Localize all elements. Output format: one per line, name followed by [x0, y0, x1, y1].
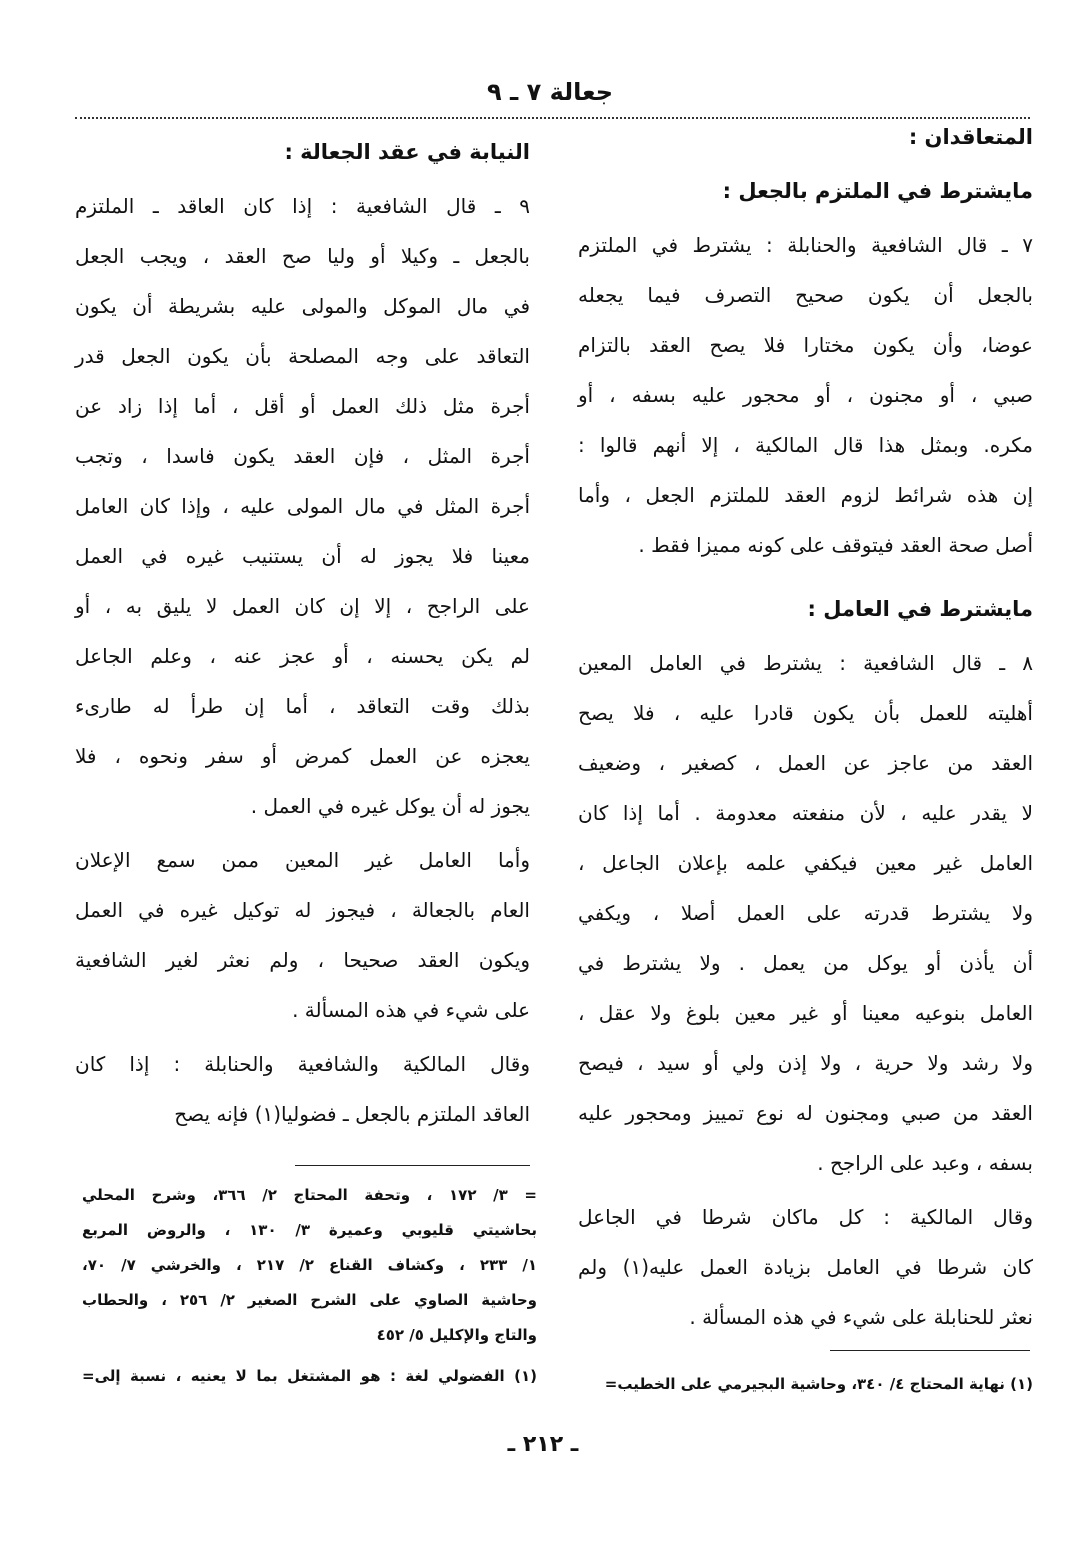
text-line: ٧ ـ قال الشافعية والحنابلة : يشترط في الملتزم [578, 233, 1033, 257]
section-heading [578, 584, 1033, 634]
text-line: أجرة المثل في مال المولى عليه ، وإذا كان العامل [75, 494, 530, 518]
text-line: ولا يشترط قدرته على العمل أصلا ، ويكفي [578, 901, 1033, 925]
text-line: كان شرطا في العامل بزيادة العمل عليه(١) ولم [578, 1255, 1033, 1279]
text-line: في مال الموكل والمولى عليه بشريطة أن يكون [75, 294, 530, 318]
text-line: أصل صحة العقد فيتوقف على كونه مميزا فقط . [638, 533, 1033, 557]
page-number: ـ ٢١٢ ـ [507, 1432, 579, 1457]
text-line: العاقد الملتزم بالجعل ـ فضوليا(١) فإنه يصح [174, 1102, 530, 1126]
text-line: مكره. وبمثل هذا قال المالكية ، إلا أنهم قالوا : [578, 433, 1033, 457]
footnotes-left [82, 1178, 537, 1394]
left-column [75, 127, 530, 1139]
text-line: وأما العامل غير المعين ممن سمع الإعلان [75, 848, 530, 872]
footnotes-right [588, 1367, 1033, 1402]
text-line: ٨ ـ قال الشافعية : يشترط في العامل المعين [578, 651, 1033, 675]
text-line: ويكون العقد صحيحا ، ولم نعثر لغير الشافعية [75, 948, 530, 972]
section-heading-text: المتعاقدان : [908, 125, 1033, 149]
text-line: نعثر للحنابلة على شيء في هذه المسألة . [689, 1305, 1033, 1329]
text-line: أجرة مثل ذلك العمل أو أقل ، أما إذا زاد عن [75, 394, 530, 418]
text-line: لا يقدر عليه ، لأن منفعته معدومة . أما إذا كان [578, 801, 1033, 825]
text-line: العقد من عاجز عن العمل ، كصغير ، وضعيف [578, 751, 1033, 775]
section-heading-text: النيابة في عقد الجعالة : [284, 140, 530, 164]
section-heading [578, 166, 1033, 216]
text-line: على شيء في هذه المسألة . [292, 998, 530, 1022]
text-line: على الراجح ، إلا إن كان العمل لا يليق به ، أو [75, 594, 530, 618]
footnote-rule-left [295, 1165, 530, 1166]
paragraph [578, 220, 1033, 570]
footnote-line: ١/ ٢٣٣ ، وكشاف القناع ٢/ ٢١٧ ، والخرشي ٧/ ٧٠، [82, 1256, 538, 1274]
text-line: ولا رشد ولا حرية ، ولا إذن ولي أو سيد ، فيصح [578, 1051, 1033, 1075]
text-line: يعجزه عن العمل كمرض أو سفر ونحوه ، فلا [75, 744, 530, 768]
footnote-line: والتاج والإكليل ٥/ ٤٥٢ [376, 1326, 537, 1344]
footnote-rule-right [830, 1350, 1030, 1351]
section-heading-text: مايشترط في العامل : [807, 597, 1033, 621]
text-line: ٩ ـ قال الشافعية : إذا كان العاقد ـ الملتزم [75, 194, 530, 218]
text-line: وقال المالكية : كل ماكان شرطا في الجاعل [578, 1205, 1033, 1229]
footnote-line: = ٣/ ١٧٢ ، وتحفة المحتاج ٢/ ٣٦٦، وشرح المحلي [82, 1186, 537, 1204]
paragraph [578, 638, 1033, 1188]
text-line: العقد من صبي ومجنون له نوع تمييز ومحجور عليه [578, 1101, 1033, 1125]
footnote-line: بحاشيتي قليوبي وعميرة ٣/ ١٣٠ ، والروض المربع [82, 1221, 538, 1239]
section-heading [75, 127, 530, 177]
text-line: إن هذه شرائط لزوم العقد للملتزم الجعل ، وأما [578, 483, 1033, 507]
text-line: العام بالجعالة ، فيجوز له توكيل غيره في العمل [75, 898, 530, 922]
text-line: بالجعل ـ وكيلا أو وليا صح العقد ، ويجب الجعل [75, 244, 530, 268]
paragraph [75, 835, 530, 1035]
footnote-line: (١) نهاية المحتاج ٤/ ٣٤٠، وحاشية البجيرمي على الخطيب= [604, 1375, 1033, 1393]
text-line: أهليته للعمل بأن يكون قادرا عليه ، فلا يصح [578, 701, 1033, 725]
text-line: وقال المالكية والشافعية والحنابلة : إذا كان [75, 1052, 530, 1076]
paragraph [75, 181, 530, 831]
text-line: أن يأذن أو يوكل من يعمل . ولا يشترط في [578, 951, 1033, 975]
text-line: صبي ، أو مجنون ، أو محجور عليه بسفه ، أو [578, 383, 1033, 407]
text-line: أجرة المثل ، فإن العقد يكون فاسدا ، وتجب [75, 444, 530, 468]
footnote-line: (١) الفضولي لغة : هو المشتغل بما لا يعنيه ، نسبة إلى= [82, 1367, 537, 1385]
text-line: يجوز له أن يوكل غيره في العمل . [250, 794, 530, 818]
text-line: العامل غير معين فيكفي علمه بإعلان الجاعل ، [578, 851, 1033, 875]
text-line: بذلك وقت التعاقد ، أما إن طرأ له طارىء [75, 694, 530, 718]
text-line: لم يكن يحسنه ، أو عجز عنه ، وعلم الجاعل [75, 644, 530, 668]
section-heading-text: مايشترط في الملتزم بالجعل : [722, 179, 1033, 203]
text-line: التعاقد على وجه المصلحة بأن يكون الجعل قدر [75, 344, 530, 368]
right-column [578, 112, 1033, 1342]
text-line: بالجعل أن يكون صحيح التصرف فيما يجعله [578, 283, 1033, 307]
text-line: عوضا، وأن يكون مختارا فلا يصح العقد بالتزام [578, 333, 1033, 357]
running-title: جعالة ٧ ـ ٩ [486, 78, 613, 106]
footnote-line: وحاشية الصاوي على الشرح الصغير ٢/ ٢٥٦ ، والحطاب [82, 1291, 537, 1309]
text-line: العامل بنوعيه معينا أو غير معين بلوغ ولا عقل ، [578, 1001, 1033, 1025]
paragraph [578, 1192, 1033, 1342]
section-heading [578, 112, 1033, 162]
paragraph [75, 1039, 530, 1139]
text-line: بسفه ، وعبد على الراجح . [817, 1151, 1033, 1175]
text-line: معينا فلا يجوز له أن يستنيب غيره في العمل [75, 544, 530, 568]
